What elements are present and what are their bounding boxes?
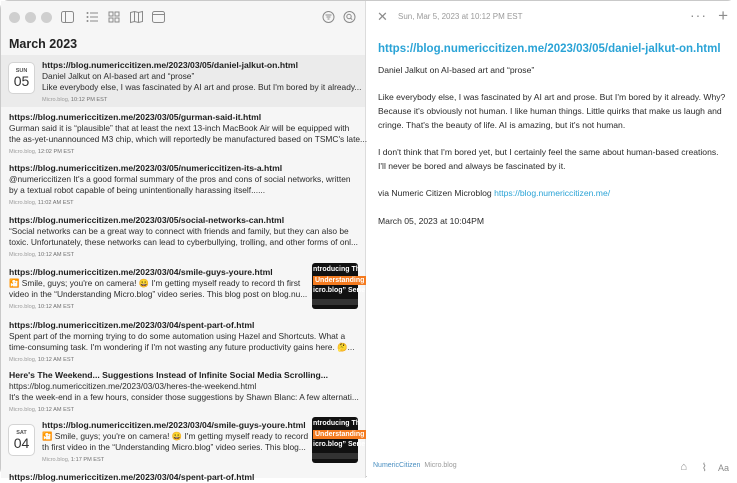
item-excerpt: “Social networks can be a great way to connect with friends and family, but they can also be toxic. Unfortunately, these networks can lead to cyberbullying, trolling, and other forms of onl... (9, 226, 358, 247)
post-paragraph: Like everybody else, I was fascinated by AI art and prose. But I'm bored by it already. Why? Because it's obviously not human. I like human things. Little quirks that make us laugh and cringe. That's the beauty of life. AI is amazing, but it's not human. (378, 92, 726, 130)
item-meta: Micro.blog, 12:02 PM EST (9, 149, 75, 155)
item-meta: Micro.blog, 1:17 PM EST (42, 457, 105, 463)
list-item[interactable] (1, 112, 368, 156)
post-date-header: Sun, Mar 5, 2023 at 10:12 PM EST (398, 12, 523, 21)
video-thumbnail[interactable]: ntroducing Th Understanding icro.blog” Serie (312, 417, 358, 463)
video-thumbnail[interactable]: ntroducing Th Understanding icro.blog” Serie (312, 263, 358, 309)
sidebar-toggle-icon[interactable] (61, 11, 74, 23)
minimize-window-button[interactable] (25, 12, 36, 23)
item-url: https://blog.numericcitizen.me/2023/03/05/social-networks-can.html (9, 215, 285, 225)
item-url: https://blog.numericcitizen.me/2023/03/05/daniel-jalkut-on.html (42, 60, 298, 70)
via-line: via Numeric Citizen Microblog https://blog.numericcitizen.me/ (378, 188, 611, 199)
section-title: March 2023 (9, 37, 78, 51)
list-item[interactable] (1, 472, 365, 480)
item-meta: Micro.blog, 10:12 AM EST (9, 407, 74, 413)
item-excerpt: Spent part of the morning trying to do some automation using Hazel and Shortcuts. What a time-consuming task. I'm wondering if I'm not wasting any future productivity gains here. 🤔... (9, 331, 355, 352)
list-item[interactable] (1, 370, 365, 414)
zoom-window-button[interactable] (41, 12, 52, 23)
item-meta: Micro.blog, 10:12 AM EST (9, 304, 74, 310)
map-icon[interactable] (130, 11, 143, 23)
new-post-icon[interactable]: + (718, 6, 728, 25)
item-url: https://blog.numericcitizen.me/2023/03/04/spent-part-of.html (9, 472, 255, 482)
list-view-icon[interactable] (86, 11, 99, 23)
item-excerpt: 🎦 Smile, guys; you're on camera! 😀 I'm getting myself ready to record th first video in the “Understanding Micro.blog” video series. This blog post on blog.nu... (9, 278, 308, 299)
item-excerpt: 🎦 Smile, guys; you're on camera! 😀 I'm getting myself ready to record th first video in the “Understanding Micro.blog” video series. This blog... (42, 431, 309, 452)
calendar-icon[interactable] (152, 11, 165, 23)
filter-icon[interactable] (322, 11, 335, 23)
date-badge: SAT 04 (8, 424, 35, 456)
search-icon[interactable] (343, 11, 356, 23)
font-size-button[interactable]: Aa (717, 463, 729, 473)
item-excerpt: Daniel Jalkut on AI-based art and “prose” Like everybody else, I was fascinated by AI art and prose. But I'm bored by it already... (42, 71, 362, 92)
item-title: Here's The Weekend... Suggestions Instead of Infinite Social Media Scrolling... (9, 370, 328, 380)
list-item[interactable] (1, 215, 365, 259)
account-label[interactable]: NumericCitizen Micro.blog (373, 462, 457, 469)
post-body (378, 64, 728, 242)
item-url: https://blog.numericcitizen.me/2023/03/04/smile-guys-youre.html (42, 420, 306, 430)
close-icon[interactable]: ✕ (377, 9, 388, 24)
list-item[interactable] (1, 163, 365, 207)
item-excerpt: https://blog.numericcitizen.me/2023/03/03/heres-the-weekend.html It's the week-end in a few hours, consider those suggestions by Shawn Blanc: A few alternati... (9, 381, 359, 402)
close-window-button[interactable] (9, 12, 20, 23)
item-meta: Micro.blog, 10:12 AM EST (9, 252, 74, 258)
detail-toolbar (367, 1, 737, 33)
post-timestamp: March 05, 2023 at 10:04PM (378, 215, 485, 226)
item-excerpt: Gurman said it is “plausible” that at least the next 13-inch MacBook Air will be equipped with the as-yet-unannounced M3 chip, which will reportedly be manufactured based on TSMC's late... (9, 123, 368, 144)
item-url: https://blog.numericcitizen.me/2023/03/04/spent-part-of.html (9, 320, 255, 330)
post-paragraph: Daniel Jalkut on AI-based art and “prose” (378, 65, 535, 75)
timeline-pane (1, 1, 368, 482)
list-item[interactable] (1, 55, 365, 107)
left-toolbar (1, 1, 365, 33)
via-link[interactable]: https://blog.numericcitizen.me/ (494, 188, 611, 199)
list-item[interactable] (1, 267, 365, 319)
detail-footer (367, 456, 737, 478)
item-meta: Micro.blog, 10:12 AM EST (9, 357, 74, 363)
item-url: https://blog.numericcitizen.me/2023/03/04/smile-guys-youre.html (9, 267, 273, 277)
list-item[interactable] (1, 320, 365, 364)
tag-icon[interactable]: ⌂ (680, 461, 687, 473)
list-item[interactable] (1, 420, 365, 468)
attachment-icon[interactable]: ⌇ (701, 462, 707, 474)
post-link[interactable]: https://blog.numericcitizen.me/2023/03/05/daniel-jalkut-on.html (378, 43, 721, 55)
detail-pane (367, 1, 737, 478)
date-badge: SUN 05 (8, 62, 35, 94)
post-paragraph: I don't think that I'm bored yet, but I certainly feel the same about human-based creations. I'll never be bored and always be fascinated by it. (378, 147, 719, 171)
item-meta: Micro.blog, 11:02 AM EST (9, 200, 74, 206)
item-url: https://blog.numericcitizen.me/2023/03/05/gurman-said-it.html (9, 112, 262, 122)
item-excerpt: @numericcitizen It's a good formal summary of the pros and cons of social networks, written by a textual robot capable of being unintentionally harassing itself...... (9, 174, 351, 195)
item-url: https://blog.numericcitizen.me/2023/03/05/numericcitizen-its-a.html (9, 163, 283, 173)
item-meta: Micro.blog, 10:12 PM EST (42, 97, 108, 103)
more-options-icon[interactable]: ··· (690, 7, 707, 23)
grid-view-icon[interactable] (108, 11, 121, 23)
